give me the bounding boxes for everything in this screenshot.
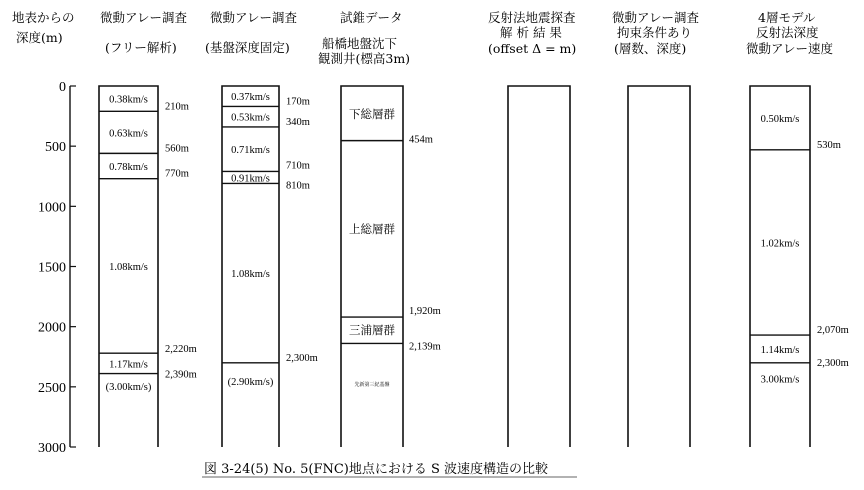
col1-layer-label: 0.78km/s [109, 162, 148, 174]
col6-header-line2: 反射法深度 [756, 25, 819, 40]
y-tick-label: 3000 [38, 441, 66, 456]
col6-header-line1: 4層モデル [758, 10, 816, 25]
col2-layer-label: (2.90km/s) [227, 376, 274, 388]
col2-layer-label: 0.91km/s [231, 173, 270, 185]
col1-depth-label: 2,220m [165, 344, 197, 356]
col4-header-line3: (offset Δ = m) [488, 41, 577, 56]
col2-depth-label: 710m [286, 160, 310, 172]
col5-frame [628, 86, 690, 447]
col2-depth-label: 810m [286, 180, 310, 192]
col5-header-line3: (層数、深度) [614, 41, 687, 56]
y-axis-title-line1: 地表からの [12, 10, 75, 25]
column-borehole [341, 86, 441, 447]
col3-layer-label: 三浦層群 [349, 323, 395, 338]
col1-header-line1: 微動アレー調査 [100, 10, 188, 25]
col1-layer-label: 0.63km/s [109, 128, 148, 140]
col6-depth-label: 530m [817, 139, 841, 151]
col3-layer-label: 下総層群 [349, 107, 395, 121]
col4-header-line1: 反射法地震探査 [488, 10, 576, 25]
column-array-fixed [222, 86, 318, 447]
y-tick-label: 1000 [38, 200, 66, 216]
col4-header-line2: 解 析 結 果 [500, 25, 562, 40]
col2-depth-label: 170m [286, 96, 310, 108]
col1-depth-label: 560m [165, 143, 189, 155]
col6-layer-label: 0.50km/s [760, 113, 800, 125]
column-reflection [508, 86, 570, 447]
y-tick-label: 500 [45, 140, 66, 156]
col1-depth-label: 2,390m [165, 369, 197, 381]
col2-header-line1: 微動アレー調査 [210, 10, 298, 25]
col6-depth-label: 2,300m [817, 357, 849, 369]
column-four-layer-model [750, 86, 849, 447]
col2-layer-label: 0.37km/s [231, 92, 270, 104]
col2-depth-label: 340m [286, 116, 310, 128]
col6-frame [750, 86, 810, 447]
col3-header-line3: 観測井(標高3m) [318, 51, 411, 66]
col1-layer-label: (3.00km/s) [105, 382, 152, 394]
column-array-free [99, 86, 197, 447]
col4-frame [508, 86, 570, 447]
col6-layer-label: 3.00km/s [760, 374, 800, 386]
y-tick-label: 0 [59, 80, 66, 95]
col3-depth-label: 2,139m [409, 341, 441, 353]
column-array-constrained [628, 86, 690, 447]
col2-layer-label: 1.08km/s [231, 269, 270, 281]
col6-header-line3: 微動アレー速度 [746, 41, 834, 56]
col3-header-line1: 試錐データ [340, 10, 403, 25]
y-tick-label: 2000 [38, 320, 66, 336]
y-tick-label: 1500 [38, 260, 66, 276]
col5-header-line2: 拘束条件あり [617, 25, 693, 40]
y-axis-title-line2: 深度(m) [16, 30, 63, 45]
col6-layer-label: 1.14km/s [760, 344, 800, 356]
col1-header-line2: (フリー解析) [105, 40, 177, 55]
col5-header-line1: 微動アレー調査 [612, 10, 700, 25]
figure-caption: 図 3-24(5) No. 5(FNC)地点における S 波速度構造の比較 [204, 462, 549, 477]
col6-layer-label: 1.02km/s [760, 238, 800, 250]
col2-layer-label: 0.71km/s [231, 145, 270, 157]
col2-layer-label: 0.53km/s [231, 112, 270, 124]
col6-depth-label: 2,070m [817, 325, 849, 337]
col1-depth-label: 210m [165, 101, 189, 113]
col1-layer-label: 1.08km/s [109, 261, 148, 273]
col2-frame [222, 86, 279, 447]
col1-depth-label: 770m [165, 168, 189, 180]
col3-header-line2: 船橋地盤沈下 [322, 36, 398, 51]
col3-layer-label: 上総層群 [349, 221, 395, 236]
col2-header-line2: (基盤深度固定) [205, 40, 290, 55]
col3-depth-label: 454m [409, 134, 433, 146]
column-headers [100, 10, 834, 66]
y-tick-label: 2500 [38, 380, 66, 396]
col3-layer-label: 先新第三紀基盤 [354, 381, 390, 388]
col1-layer-label: 1.17km/s [109, 359, 148, 371]
col1-layer-label: 0.38km/s [109, 94, 148, 106]
col2-depth-label: 2,300m [286, 352, 318, 364]
col3-depth-label: 1,920m [409, 306, 441, 318]
